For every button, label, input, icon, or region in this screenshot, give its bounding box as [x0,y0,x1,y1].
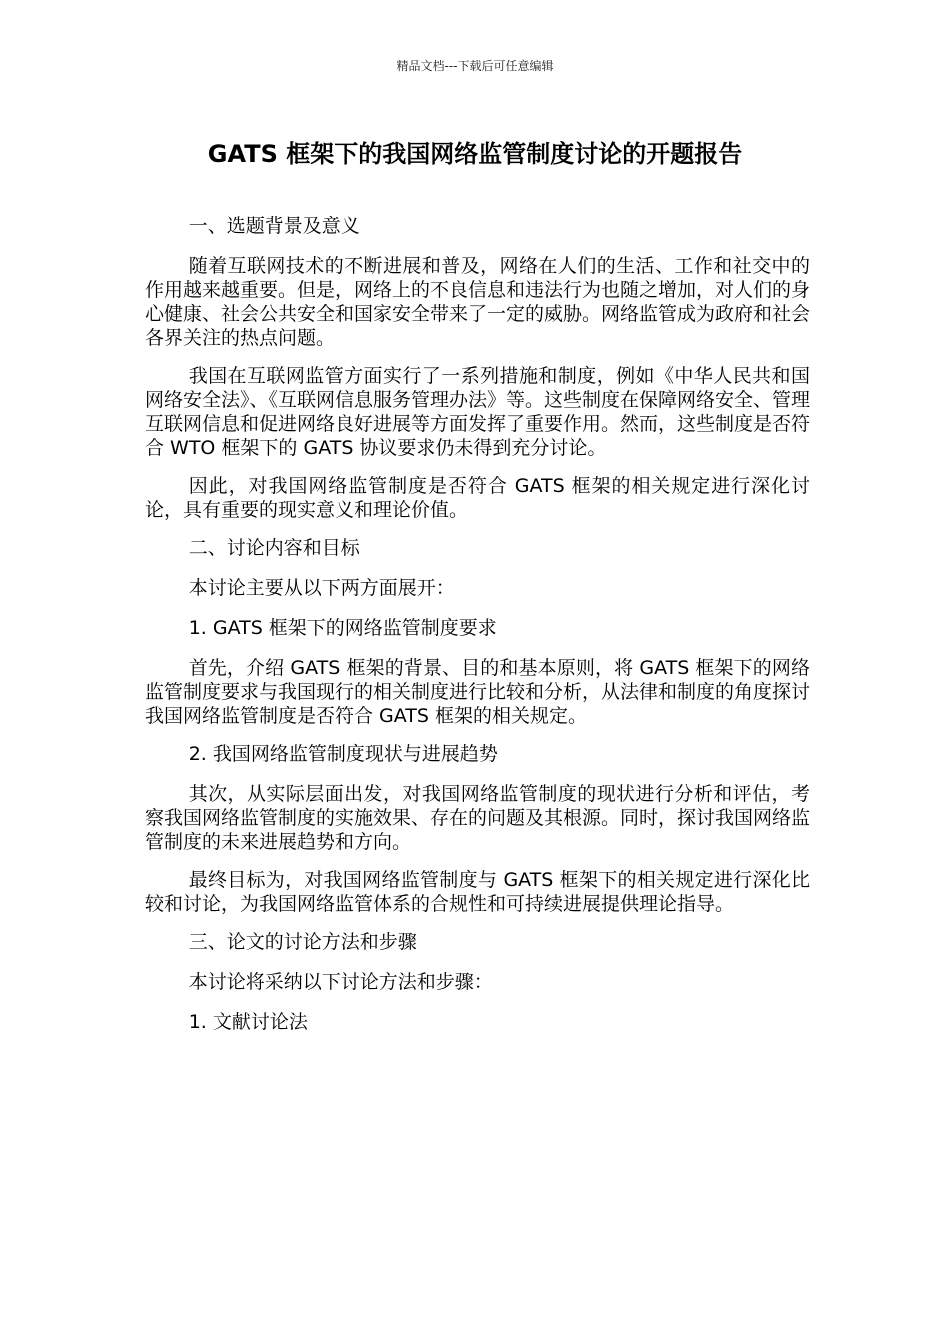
document-title: GATS 框架下的我国网络监管制度讨论的开题报告 [207,140,743,168]
paragraph-content-intro: 本讨论主要从以下两方面展开： [188,577,455,599]
paragraph-current-status: 其次，从实际层面出发，对我国网络监管制度的现状进行分析和评估，考察我国网络监管制度的实施效果、存在的问题及其根源。同时，探讨我国网络监管制度的未来进展趋势和方向。 [145,783,811,853]
subheading-literature-method: 1. 文献讨论法 [188,1011,308,1033]
subheading-gats-requirements: 1. GATS 框架下的网络监管制度要求 [188,617,497,639]
section-heading-background: 一、选题背景及意义 [188,215,360,237]
section-heading-content: 二、讨论内容和目标 [188,537,360,559]
header-note: 精品文档---下载后可任意编辑 [396,59,554,73]
paragraph-background-1: 随着互联网技术的不断进展和普及，网络在人们的生活、工作和社交中的作用越来越重要。但是，网络上的不良信息和违法行为也随之增加，对人们的身心健康、社会公共安全和国家安全带来了一定的威胁。网络监管成为政府和社会各界关注的热点问题。 [145,255,811,349]
paragraph-final-goal: 最终目标为，对我国网络监管制度与 GATS 框架下的相关规定进行深化比较和讨论，为我国网络监管体系的合规性和可持续进展提供理论指导。 [145,869,810,915]
section-heading-methods: 三、论文的讨论方法和步骤 [188,931,417,953]
subheading-current-status: 2. 我国网络监管制度现状与进展趋势 [188,743,498,765]
paragraph-gats-requirements: 首先，介绍 GATS 框架的背景、目的和基本原则，将 GATS 框架下的网络监管制度要求与我国现行的相关制度进行比较和分析，从法律和制度的角度探讨我国网络监管制度是否符合 GATS 框架的相关规定。 [145,657,811,727]
paragraph-background-3: 因此，对我国网络监管制度是否符合 GATS 框架的相关规定进行深化讨论，具有重要的现实意义和理论价值。 [145,475,810,521]
document-body [145,214,810,1050]
paragraph-methods-intro: 本讨论将采纳以下讨论方法和步骤： [188,971,493,993]
paragraph-background-2: 我国在互联网监管方面实行了一系列措施和制度，例如《中华人民共和国网络安全法》、《互联网信息服务管理办法》等。这些制度在保障网络安全、管理互联网信息和促进网络良好进展等方面发挥了重要作用。然而，这些制度是否符合 WTO 框架下的 GATS 协议要求仍未得到充分讨论。 [145,365,811,459]
